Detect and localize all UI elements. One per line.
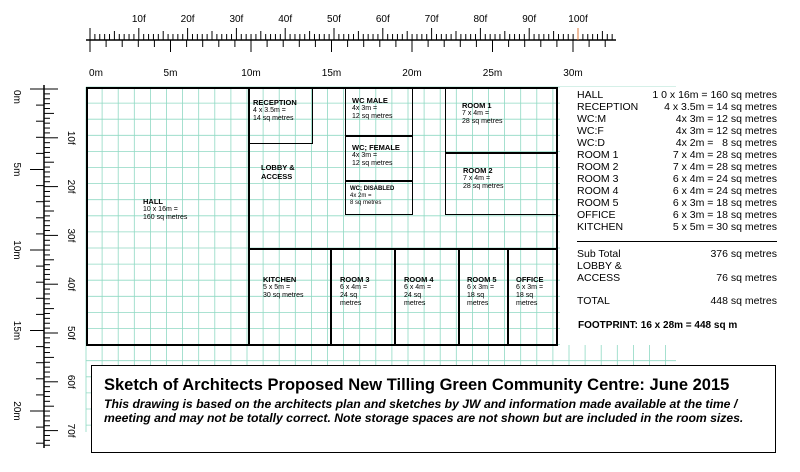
side-ruler-foot-label: 70f	[65, 423, 76, 438]
room-dims: 4x 2m =	[350, 193, 372, 199]
room-area: 12 sq metres	[352, 160, 393, 167]
room-area: 18 sq	[516, 292, 534, 299]
total-label: TOTAL	[577, 295, 610, 307]
room-area: 24 sq	[404, 292, 422, 299]
side-ruler-metre-label: 15m	[11, 320, 22, 341]
side-ruler-metre-label: 10m	[11, 240, 22, 260]
top-ruler-metre-label: 0m	[89, 68, 103, 79]
room-dims: 7 x 4m =	[463, 175, 491, 182]
top-ruler-metre-label: 5m	[163, 68, 178, 79]
drawing-note: This drawing is based on the architects plan and sketches by JW and information made available at the time / meeting and may not be totally correct. Note storage spaces are not shown but are included in the room sizes.	[104, 397, 744, 425]
room-label-room-4	[404, 275, 434, 308]
schedule-row	[577, 197, 777, 209]
room-label-kitchen	[263, 275, 303, 300]
title-block	[91, 365, 776, 453]
schedule-row	[577, 173, 777, 185]
room-dims: 7 x 4m =	[462, 110, 490, 117]
room-dims: 4x 3m =	[352, 105, 378, 112]
room-area: 24 sq	[340, 292, 358, 299]
schedule-value: 6 x 4m = 24 sq metres	[672, 185, 777, 197]
side-ruler-foot-label: 30f	[65, 228, 76, 243]
room-name-cont: ACCESS	[261, 172, 293, 181]
schedule-value: 7 x 4m = 28 sq metres	[672, 149, 777, 161]
schedule-name: ROOM 3	[577, 173, 619, 185]
total-value: 448 sq metres	[710, 295, 777, 307]
schedule-name: OFFICE	[577, 209, 616, 221]
room-dims: 6 x 4m =	[404, 284, 432, 291]
room-name: KITCHEN	[263, 275, 297, 284]
schedule-row	[577, 113, 777, 125]
room-label-office	[516, 275, 544, 308]
top-ruler-foot-label: 100f	[568, 14, 588, 25]
top-ruler-foot-label: 10f	[131, 14, 146, 25]
room-name: ROOM 5	[467, 275, 497, 284]
room-label-room-3	[340, 275, 370, 308]
room-label-room-5	[467, 275, 497, 308]
schedule-name: WC:F	[577, 125, 604, 137]
room-name: RECEPTION	[253, 98, 297, 107]
top-ruler-metre-label: 20m	[402, 68, 422, 79]
room-name: HALL	[143, 197, 163, 206]
side-ruler-foot-label: 40f	[65, 277, 76, 292]
top-ruler-foot-label: 80f	[473, 14, 488, 25]
schedule-name: KITCHEN	[577, 221, 624, 233]
room-area-unit: metres	[467, 300, 489, 307]
room-area-unit: metres	[516, 300, 538, 307]
room-label-wc-female	[352, 143, 400, 168]
side-ruler-metre-label: 20m	[11, 401, 22, 421]
schedule-name: ROOM 4	[577, 185, 619, 197]
room-area: 28 sq metres	[462, 118, 503, 125]
side-ruler-foot-label: 50f	[65, 326, 76, 340]
subtotal-value: 376 sq metres	[710, 248, 777, 260]
top-ruler-metre-label: 10m	[241, 68, 261, 79]
lobby-label: LOBBY &	[577, 260, 622, 272]
room-name: WC; DISABLED	[350, 186, 395, 192]
room-dims: 5 x 5m =	[263, 284, 291, 291]
room-dims: 6 x 4m =	[340, 284, 368, 291]
room-area-unit: metres	[340, 300, 362, 307]
schedule-row	[577, 125, 777, 137]
room-name: LOBBY &	[261, 163, 295, 172]
schedule-value: 6 x 4m = 24 sq metres	[672, 173, 777, 185]
schedule-value: 4 x 3.5m = 14 sq metres	[664, 101, 777, 113]
schedule-name: ROOM 1	[577, 149, 619, 161]
room-dims: 6 x 3m =	[516, 284, 544, 291]
side-ruler-foot-label: 60f	[65, 374, 76, 389]
schedule-value: 4x 3m = 12 sq metres	[675, 125, 777, 137]
schedule-row	[577, 101, 777, 113]
schedule-row	[577, 221, 777, 233]
room-area: 8 sq metres	[350, 200, 382, 206]
room-dims: 4x 3m =	[352, 152, 378, 159]
room-name: ROOM 3	[340, 275, 370, 284]
top-ruler-metre-label: 25m	[482, 68, 503, 79]
room-name: OFFICE	[516, 275, 544, 284]
schedule-row	[577, 149, 777, 161]
schedule-name: WC:D	[577, 137, 605, 149]
lobby-row	[577, 260, 777, 272]
room-label-reception	[253, 98, 297, 123]
schedule-value: 6 x 3m = 18 sq metres	[672, 197, 777, 209]
schedule-value: 1 0 x 16m = 160 sq metres	[652, 89, 777, 101]
room-dims: 4 x 3.5m =	[253, 107, 286, 114]
side-ruler-foot-label: 10f	[65, 130, 76, 145]
room-name: ROOM 1	[462, 101, 492, 110]
schedule-value: 6 x 3m = 18 sq metres	[672, 209, 777, 221]
subtotal-label: Sub Total	[577, 248, 621, 260]
room-name: WC; FEMALE	[352, 143, 400, 152]
schedule-value: 5 x 5m = 30 sq metres	[672, 221, 777, 233]
side-ruler-foot-label: 20f	[65, 179, 76, 194]
top-ruler-foot-label: 50f	[327, 14, 341, 25]
room-label-lobby	[261, 163, 295, 181]
room-area: 30 sq metres	[263, 292, 304, 299]
schedule-row	[577, 89, 777, 101]
top-ruler-metre-label: 30m	[563, 68, 583, 79]
room-name: WC MALE	[352, 96, 388, 105]
lobby-value: 76 sq metres	[716, 272, 777, 284]
schedule-divider	[577, 241, 777, 242]
schedule-name: WC:M	[577, 113, 607, 125]
room-name: ROOM 2	[463, 166, 493, 175]
top-ruler-foot-label: 40f	[278, 14, 293, 25]
top-ruler-foot-label: 20f	[180, 14, 195, 25]
room-dims: 6 x 3m =	[467, 284, 495, 291]
room-area: 12 sq metres	[352, 113, 393, 120]
schedule-value: 4x 3m = 12 sq metres	[675, 113, 777, 125]
room-dims: 10 x 16m =	[143, 206, 178, 213]
lobby-row-2	[577, 272, 777, 284]
schedule-row	[577, 137, 777, 149]
room-label-room-2	[463, 166, 503, 191]
room-label-room-1	[462, 101, 502, 126]
schedule-row	[577, 161, 777, 173]
drawing-title: Sketch of Architects Proposed New Tilling Green Community Centre: June 2015	[104, 376, 730, 394]
room-label-wc-disabled	[350, 185, 394, 207]
room-area-unit: metres	[404, 300, 426, 307]
schedule-name: ROOM 5	[577, 197, 619, 209]
schedule-value: 7 x 4m = 28 sq metres	[672, 161, 777, 173]
schedule-value: 4x 2m = 8 sq metres	[675, 137, 777, 149]
schedule-row	[577, 185, 777, 197]
room-area: 18 sq	[467, 292, 485, 299]
room-name: ROOM 4	[404, 275, 434, 284]
lobby-label-cont: ACCESS	[577, 272, 621, 284]
top-ruler-foot-label: 90f	[522, 14, 537, 25]
room-label-hall	[143, 197, 187, 222]
room-area: 14 sq metres	[253, 115, 294, 122]
total-row	[577, 295, 777, 307]
side-ruler-metre-label: 0m	[11, 90, 22, 104]
side-ruler-metre-label: 5m	[11, 162, 22, 177]
subtotal-row	[577, 248, 777, 260]
room-area: 160 sq metres	[143, 214, 188, 221]
schedule-row	[577, 209, 777, 221]
schedule-name: HALL	[577, 89, 604, 101]
top-ruler-foot-label: 70f	[424, 14, 439, 25]
schedule-name: ROOM 2	[577, 161, 619, 173]
top-ruler-foot-label: 30f	[229, 14, 244, 25]
footprint-text: FOOTPRINT: 16 x 28m = 448 sq m	[578, 320, 738, 331]
top-ruler-foot-label: 60f	[375, 14, 390, 25]
top-ruler-metre-label: 15m	[321, 68, 342, 79]
room-area: 28 sq metres	[463, 183, 504, 190]
room-label-wc-male	[352, 96, 392, 121]
schedule-name: RECEPTION	[577, 101, 639, 113]
